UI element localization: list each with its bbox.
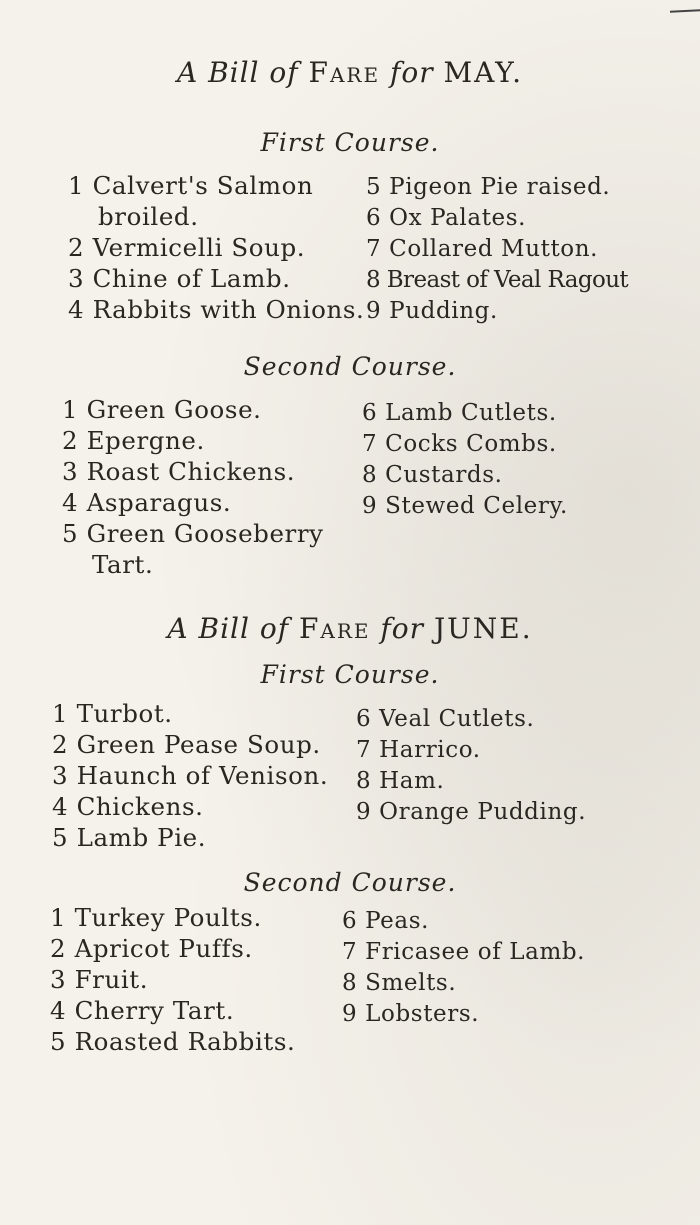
menu-item: 1 Turbot. xyxy=(52,699,173,728)
june-title-for: for xyxy=(380,612,425,645)
menu-item: 9 Lobsters. xyxy=(342,1001,480,1027)
june-first-course-left xyxy=(52,698,328,853)
menu-item: 6 Lamb Cutlets. xyxy=(362,400,557,426)
menu-item: 8 Ham. xyxy=(356,768,445,794)
menu-item: 9 Orange Pudding. xyxy=(356,799,587,825)
menu-item: 7 Harrico. xyxy=(356,737,481,763)
menu-item: 4 Asparagus. xyxy=(62,488,232,517)
menu-item: 2 Green Pease Soup. xyxy=(52,730,321,759)
menu-item: 1 Calvert's Salmon xyxy=(68,171,314,200)
menu-item: 3 Roast Chickens. xyxy=(62,457,296,486)
menu-item: 9 Pudding. xyxy=(366,298,498,324)
may-title-for: for xyxy=(389,56,434,89)
menu-item: 9 Stewed Celery. xyxy=(362,493,568,519)
menu-item: 7 Cocks Combs. xyxy=(362,431,557,457)
menu-item: 8 Custards. xyxy=(362,462,503,488)
menu-item: 6 Veal Cutlets. xyxy=(356,706,535,732)
may-first-course-right xyxy=(366,172,628,327)
june-second-course-right xyxy=(342,906,585,1030)
menu-item: 5 Green Gooseberry xyxy=(62,519,324,548)
may-second-course-left xyxy=(62,394,324,580)
menu-item: 8 Breast of Veal Ragout xyxy=(366,267,629,293)
june-title-month: JUNE. xyxy=(433,612,533,645)
may-second-course-right xyxy=(362,398,568,522)
may-title-month: MAY. xyxy=(443,56,524,89)
menu-item: 4 Rabbits with Onions. xyxy=(68,295,365,324)
menu-item: 2 Epergne. xyxy=(62,426,205,455)
menu-item: 6 Ox Palates. xyxy=(366,205,527,231)
may-bill-title xyxy=(0,56,700,89)
menu-item: 3 Haunch of Venison. xyxy=(52,761,329,790)
menu-item: 5 Lamb Pie. xyxy=(52,823,207,852)
may-title-fare: Fare xyxy=(308,56,381,89)
menu-item: 4 Chickens. xyxy=(52,792,204,821)
june-title-fare: Fare xyxy=(298,612,371,645)
menu-item: Tart. xyxy=(92,550,154,579)
menu-item: 1 Green Goose. xyxy=(62,395,262,424)
menu-item: 2 Apricot Puffs. xyxy=(50,934,253,963)
june-first-course-right xyxy=(356,704,586,828)
menu-item: 3 Fruit. xyxy=(50,965,149,994)
may-title-pre: A Bill of xyxy=(176,56,299,89)
menu-item: 3 Chine of Lamb. xyxy=(68,264,291,293)
june-bill-title xyxy=(0,612,700,645)
page-corner-mark xyxy=(670,0,700,13)
menu-item: 8 Smelts. xyxy=(342,970,457,996)
menu-item: 5 Roasted Rabbits. xyxy=(50,1027,296,1056)
june-first-course-heading: First Course. xyxy=(260,660,440,689)
menu-item: 6 Peas. xyxy=(342,908,430,934)
menu-item: 2 Vermicelli Soup. xyxy=(68,233,306,262)
june-second-course-left xyxy=(50,902,295,1057)
june-second-course-heading: Second Course. xyxy=(243,868,457,897)
june-title-pre: A Bill of xyxy=(167,612,290,645)
menu-item: 7 Fricasee of Lamb. xyxy=(342,939,586,965)
menu-item: broiled. xyxy=(98,202,199,231)
menu-item: 5 Pigeon Pie raised. xyxy=(366,174,611,200)
menu-item: 7 Collared Mutton. xyxy=(366,236,599,262)
may-first-course-left xyxy=(68,170,364,325)
may-first-course-heading: First Course. xyxy=(260,128,440,157)
menu-item: 4 Cherry Tart. xyxy=(50,996,235,1025)
menu-item: 1 Turkey Poults. xyxy=(50,903,262,932)
may-second-course-heading: Second Course. xyxy=(243,352,457,381)
